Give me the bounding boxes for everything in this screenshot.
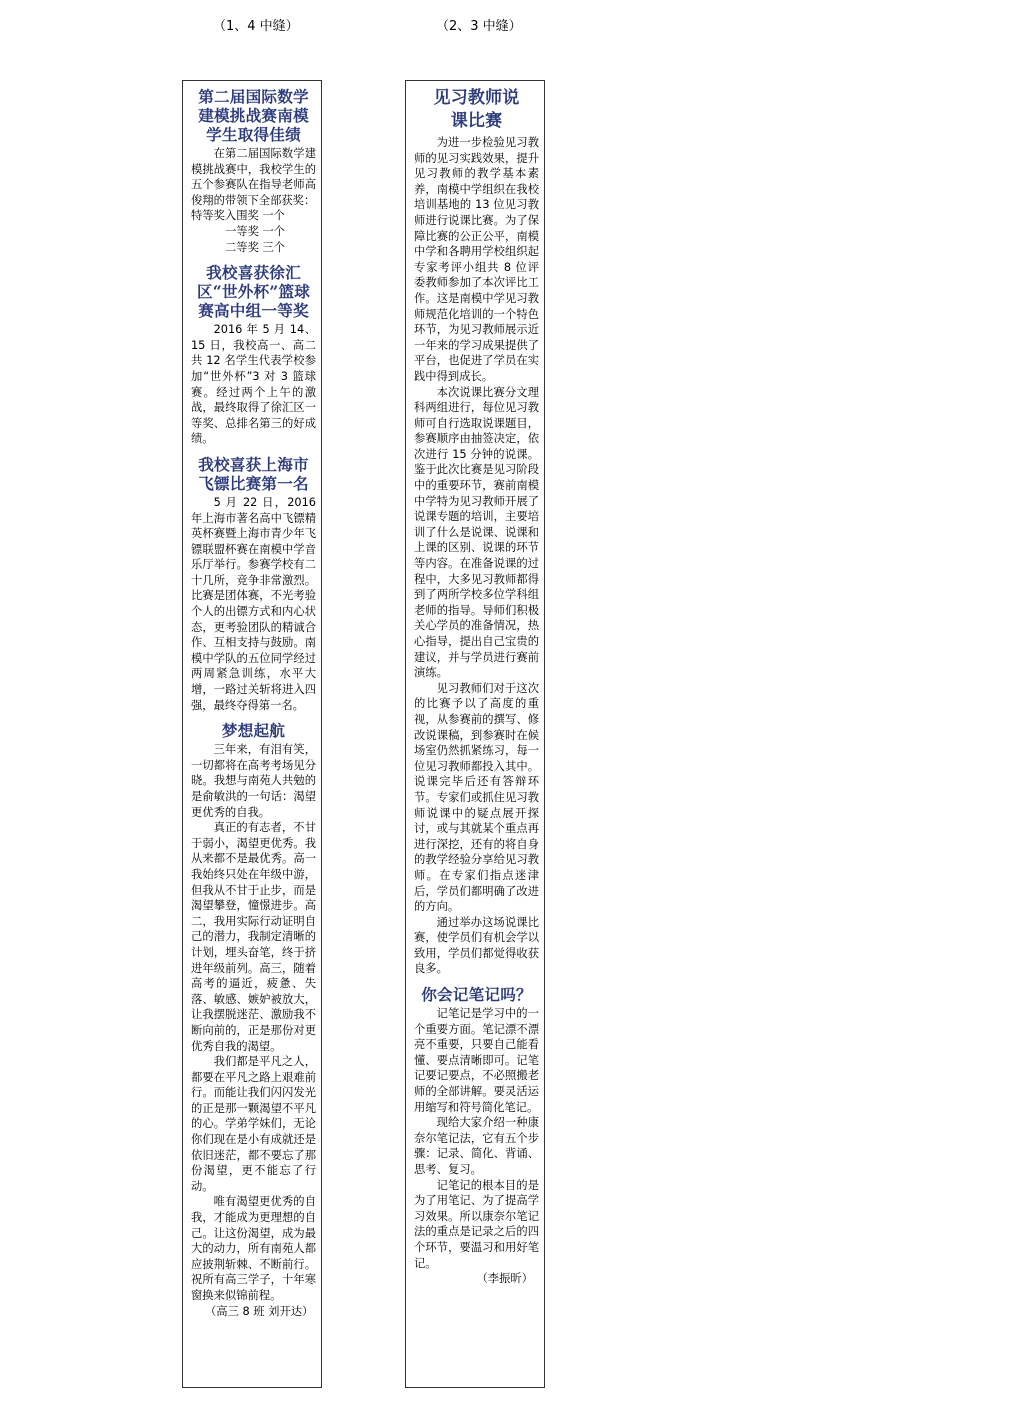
article-paragraph: 记笔记的根本目的是为了用笔记、为了提高学习效果。所以康奈尔笔记法的重点是记录之后的四个环节，要温习和用好笔记。 (414, 1178, 539, 1270)
article-title-teacher-contest: 见习教师说课比赛 (433, 88, 520, 131)
column-right (405, 80, 545, 1388)
award-line-special: 特等奖入围奖 一个 (191, 209, 285, 223)
article-paragraph: 通过举办这场说课比赛，使学员们有机会学以致用，学员们都觉得收获良多。 (414, 915, 539, 976)
author-credit: （李振昕） (476, 1272, 533, 1286)
award-line-first: 一等奖 一个 (225, 224, 286, 238)
author-credit: （高三 8 班 刘开达） (205, 1304, 314, 1318)
award-line-second: 二等奖 三个 (225, 240, 286, 254)
article-title-notes: 你会记笔记吗？ (421, 985, 532, 1005)
article-paragraph: 三年来，有泪有笑，一切都将在高考考场见分晓。我想与南苑人共勉的是俞敏洪的一句话：渴望更优秀的自我。 (191, 743, 316, 819)
left-fold-tag: （1、4 中缝） (213, 19, 299, 34)
article-title-basketball: 我校喜获徐汇区“世外杯”篮球赛高中组一等奖 (196, 263, 311, 321)
article-paragraph: 真正的有志者，不甘于弱小，渴望更优秀。我从来都不是最优秀。高一我始终只处在年级中游，但我从不甘于止步，而是渴望攀登，憧憬进步。高二，我用实际行动证明自己的潜力，我制定清晰的计划，埋头奋笔，终于挤进年级前列。高三，随着高考的逼近，疲惫、失落、敏感、嫉妒被放大，让我摆脱迷茫、激励我不断向前的，正是那份对更优秀自我的渴望。 (191, 821, 316, 1053)
article-paragraph: 见习教师们对于这次的比赛予以了高度的重视，从参赛前的撰写、修改说课稿，到参赛时在候场室仍然抓紧练习，每一位见习教师都投入其中。说课完毕后还有答辩环节。专家们或抓住见习教师说课中的疑点展开探讨，或与其就某个重点再进行深挖，还有的将自身的教学经验分享给见习教师。在专家们指点迷津后，学员们都明确了改进的方向。 (414, 681, 539, 914)
article-body-math-modeling: 在第二届国际数学建模挑战赛中，我校学生的五个参赛队在指导老师高俊翔的带领下全部获奖： (191, 147, 316, 207)
article-body-darts: 5 月 22 日，2016 年上海市著名高中飞镖精英杯赛暨上海市青少年飞镖联盟杯赛在南模中学音乐厅举行。参赛学校有二十几所，竞争非常激烈。比赛是团体赛，不光考验个人的出镖方式和内心状态，更考验团队的精诚合作、互相支持与鼓励。南模中学队的五位同学经过两周紧急训练，水平大增，一路过关斩将进入四强，最终夺得第一名。 (191, 495, 316, 712)
article-title-math-modeling: 第二届国际数学建模挑战赛南模学生取得佳绩 (198, 87, 309, 144)
right-fold-tag: （2、3 中缝） (436, 19, 522, 34)
article-paragraph: 记笔记是学习中的一个重要方面。笔记漂不漂亮不重要，只要自己能看懂、要点清晰即可。记笔记要记要点，不必照搬老师的全部讲解。要灵活运用缩写和符号简化笔记。 (414, 1007, 539, 1114)
article-paragraph: 现给大家介绍一种康奈尔笔记法，它有五个步骤：记录、简化、背诵、思考、复习。 (414, 1116, 539, 1176)
article-paragraph: 本次说课比赛分文理科两组进行，每位见习教师可自行选取说课题目，参赛顺序由抽签决定，依次进行 15 分钟的说课。鉴于此次比赛是见习阶段中的重要环节，赛前南模中学特为见习教师开展了说课专题的培训，主要培训了什么是说课、说课和上课的区别、说课的环节等内容。在准备说课的过程中，大多见习教师都得到了两所学校多位学科组老师的指导。导师们积极关心学员的准备情况，热心指导，提出自己宝贵的建议，并与学员进行赛前演练。 (414, 385, 539, 680)
article-title-dream: 梦想起航 (221, 721, 286, 741)
article-paragraph: 为进一步检验见习教师的见习实践效果，提升见习教师的教学基本素养，南模中学组织在我校培训基地的 13 位见习教师进行说课比赛。为了保障比赛的公正公平，南模中学和各聘用学校组织起专家考评小组共 8 位评委教师参加了本次评比工作。这是南模中学见习教师规范化培训的一个特色环节，为见习教师展示近一年来的学习成果提供了平台，也促进了学员在实践中得到成长。 (414, 136, 539, 383)
article-title-darts: 我校喜获上海市飞镖比赛第一名 (198, 454, 309, 493)
column-left (182, 80, 322, 1388)
article-paragraph: 唯有渴望更优秀的自我，才能成为更理想的自己。让这份渴望，成为最大的动力，所有南苑人都应披荆斩棘、不断前行。祝所有高三学子，十年寒窗换来似锦前程。 (191, 1195, 316, 1302)
article-body-basketball: 2016 年 5 月 14、15 日，我校高一、高二共 12 名学生代表学校参加“世外杯”3 对 3 篮球赛。经过两个上午的激战，最终取得了徐汇区一等奖、总排名第三的好成绩。 (191, 323, 316, 446)
article-paragraph: 我们都是平凡之人，都要在平凡之路上艰难前行。而能让我们闪闪发光的正是那一颗渴望不平凡的心。学弟学妹们，无论你们现在是小有成就还是依旧迷茫，都不要忘了那份渴望，更不能忘了行动。 (191, 1055, 316, 1193)
